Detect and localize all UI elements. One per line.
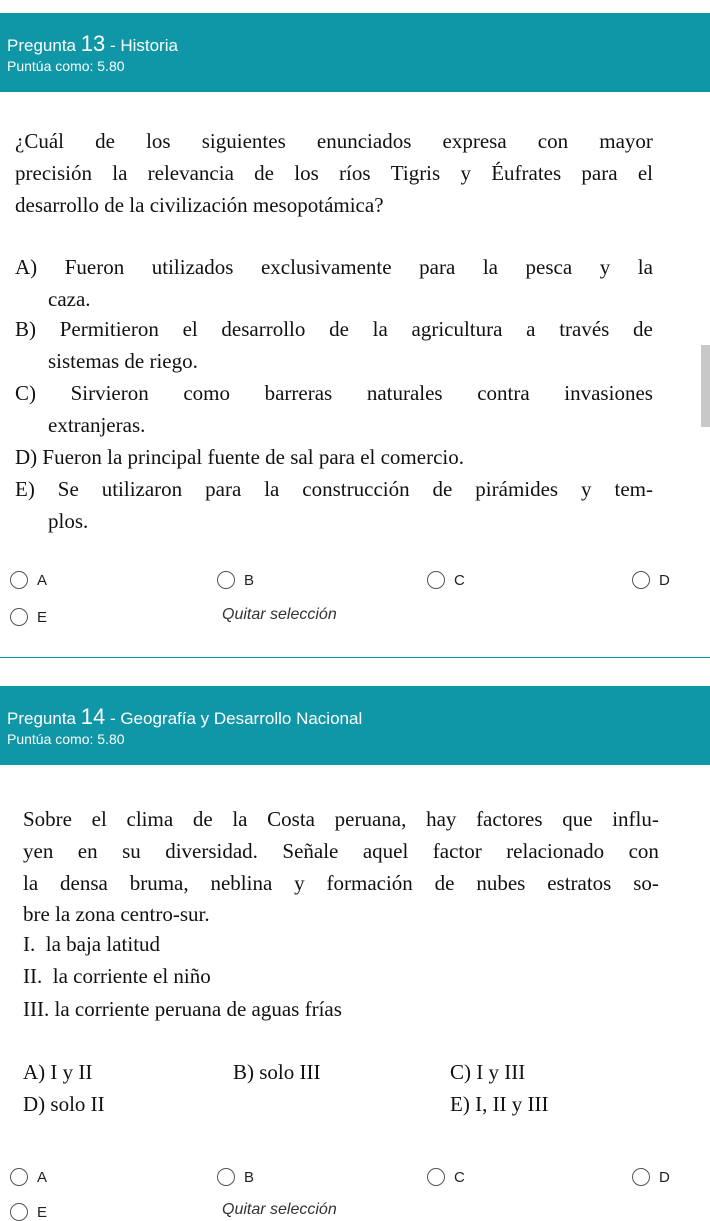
- word: invasiones: [564, 381, 653, 405]
- q13-stem-line: [15, 129, 653, 154]
- word: el: [182, 317, 198, 341]
- word: la: [637, 255, 653, 279]
- radio-circle[interactable]: [10, 1168, 28, 1186]
- word: hay: [426, 807, 457, 831]
- word: enunciados: [316, 129, 412, 153]
- word: factores: [476, 807, 543, 831]
- q14-header: [0, 686, 710, 765]
- word: la: [264, 477, 280, 501]
- word: influ-: [612, 807, 659, 831]
- word: bruma,: [129, 871, 189, 895]
- word: estratos: [547, 871, 612, 895]
- word: y: [599, 255, 611, 279]
- word: con: [537, 129, 569, 153]
- word: exclusivamente: [260, 255, 392, 279]
- word: la: [23, 871, 39, 895]
- word: Éufrates: [491, 161, 562, 185]
- q13-option-e: [15, 477, 653, 502]
- word: de: [329, 317, 349, 341]
- word: de: [192, 807, 213, 831]
- q14-stem-line: [23, 871, 659, 896]
- word: y: [294, 871, 305, 895]
- word: Se: [57, 477, 79, 501]
- word: construcción: [302, 477, 410, 501]
- radio-circle[interactable]: [217, 571, 235, 589]
- word: de: [633, 317, 653, 341]
- word: yen: [23, 839, 54, 863]
- word: Tigris: [390, 161, 441, 185]
- word: relacionado: [506, 839, 605, 863]
- word: de: [95, 129, 115, 153]
- word: C): [15, 381, 36, 405]
- radio-circle[interactable]: [427, 571, 445, 589]
- question-divider: [0, 657, 710, 658]
- q14-answer-c: C) I y III: [450, 1060, 526, 1084]
- word: ¿Cuál: [15, 129, 64, 153]
- word: la: [232, 807, 248, 831]
- word: de: [432, 477, 453, 501]
- word: relevancia: [147, 161, 234, 185]
- radio-circle[interactable]: [427, 1168, 445, 1186]
- q13-option-c-cont: extranjeras.: [48, 413, 146, 437]
- q13-title: Pregunta 13 - Historia: [7, 31, 178, 56]
- word: peruana,: [334, 807, 407, 831]
- q13-option-a: [15, 255, 653, 280]
- q14-statement-1: I. la baja latitud: [23, 932, 161, 956]
- word: utilizados: [151, 255, 234, 279]
- word: para: [205, 477, 242, 501]
- q14-score: Puntúa como: 5.80: [7, 731, 125, 747]
- word: B): [15, 317, 36, 341]
- q13-radio-b[interactable]: B: [217, 571, 254, 589]
- q14-statement-2: II. la corriente el niño: [23, 964, 211, 988]
- word: que: [562, 807, 593, 831]
- word: y: [460, 161, 471, 185]
- radio-circle[interactable]: [217, 1168, 235, 1186]
- word: la: [482, 255, 498, 279]
- word: tem-: [614, 477, 653, 501]
- word: en: [77, 839, 98, 863]
- q13-radio-a[interactable]: A: [10, 571, 47, 589]
- word: Señale: [282, 839, 339, 863]
- q14-answer-b: B) solo III: [233, 1060, 321, 1084]
- word: naturales: [366, 381, 443, 405]
- q13-option-a-cont: caza.: [48, 287, 91, 311]
- q14-stem-line: [23, 807, 659, 832]
- q14-stem-line: bre la zona centro-sur.: [23, 902, 210, 926]
- word: Sobre: [23, 807, 72, 831]
- word: los: [294, 161, 319, 185]
- word: de: [254, 161, 274, 185]
- q13-header: [0, 13, 710, 92]
- word: formación: [326, 871, 413, 895]
- word: densa: [60, 871, 108, 895]
- word: los: [146, 129, 171, 153]
- word: desarrollo: [221, 317, 306, 341]
- q13-option-d: D) Fueron la principal fuente de sal para el comercio.: [15, 445, 464, 469]
- word: Permitieron: [59, 317, 159, 341]
- word: utilizaron: [101, 477, 183, 501]
- radio-circle[interactable]: [10, 571, 28, 589]
- word: nubes: [476, 871, 526, 895]
- word: agricultura: [411, 317, 503, 341]
- word: pirámides: [475, 477, 559, 501]
- q14-title: Pregunta 14 - Geografía y Desarrollo Nacional: [7, 704, 363, 729]
- word: su: [122, 839, 141, 863]
- word: A): [15, 255, 38, 279]
- radio-circle[interactable]: [10, 608, 28, 626]
- q13-score: Puntúa como: 5.80: [7, 58, 125, 74]
- word: la: [372, 317, 388, 341]
- q13-option-b-cont: sistemas de riego.: [48, 349, 198, 373]
- q14-answer-a: A) I y II: [23, 1060, 93, 1084]
- word: través: [559, 317, 610, 341]
- q14-radio-a[interactable]: A: [10, 1168, 47, 1186]
- word: Sirvieron: [70, 381, 149, 405]
- q14-clear-selection-link[interactable]: Quitar selección: [222, 1201, 337, 1218]
- word: Costa: [267, 807, 315, 831]
- word: clima: [126, 807, 174, 831]
- word: neblina: [210, 871, 273, 895]
- q13-option-e-cont: plos.: [48, 509, 89, 533]
- word: el: [637, 161, 653, 185]
- q13-stem-line: desarrollo de la civilización mesopotámica?: [15, 193, 384, 217]
- word: para: [581, 161, 618, 185]
- word: de: [434, 871, 455, 895]
- word: aquel: [362, 839, 409, 863]
- word: diversidad.: [165, 839, 258, 863]
- q14-radio-e[interactable]: E: [10, 1203, 47, 1221]
- word: expresa: [442, 129, 507, 153]
- word: barreras: [264, 381, 333, 405]
- q13-radio-c[interactable]: C: [427, 571, 465, 589]
- word: E): [15, 477, 35, 501]
- word: Fueron: [64, 255, 125, 279]
- q13-radio-e[interactable]: E: [10, 608, 47, 626]
- radio-circle[interactable]: [10, 1203, 28, 1221]
- q14-radio-c[interactable]: C: [427, 1168, 465, 1186]
- word: pesca: [525, 255, 573, 279]
- word: con: [628, 839, 659, 863]
- q13-stem-line: [15, 161, 653, 186]
- q13-option-c: [15, 381, 653, 406]
- q14-stem-line: [23, 839, 659, 864]
- q14-answer-e: E) I, II y III: [450, 1092, 549, 1116]
- q13-clear-selection-link[interactable]: Quitar selección: [222, 606, 337, 623]
- scrollbar-thumb[interactable]: [701, 345, 710, 427]
- radio-circle[interactable]: [632, 571, 650, 589]
- word: el: [91, 807, 107, 831]
- word: la: [112, 161, 128, 185]
- word: factor: [432, 839, 482, 863]
- q14-statement-3: III. la corriente peruana de aguas frías: [23, 997, 342, 1021]
- word: para: [419, 255, 456, 279]
- radio-circle[interactable]: [632, 1168, 650, 1186]
- word: mayor: [599, 129, 653, 153]
- q14-answer-d: D) solo II: [23, 1092, 105, 1116]
- q14-radio-d[interactable]: D: [632, 1168, 670, 1186]
- q13-radio-d[interactable]: D: [632, 571, 670, 589]
- word: precisión: [15, 161, 92, 185]
- word: so-: [633, 871, 659, 895]
- word: y: [581, 477, 592, 501]
- word: a: [526, 317, 536, 341]
- q14-radio-b[interactable]: B: [217, 1168, 254, 1186]
- q13-option-b: [15, 317, 653, 342]
- word: contra: [477, 381, 530, 405]
- word: como: [183, 381, 230, 405]
- word: ríos: [339, 161, 371, 185]
- word: siguientes: [201, 129, 286, 153]
